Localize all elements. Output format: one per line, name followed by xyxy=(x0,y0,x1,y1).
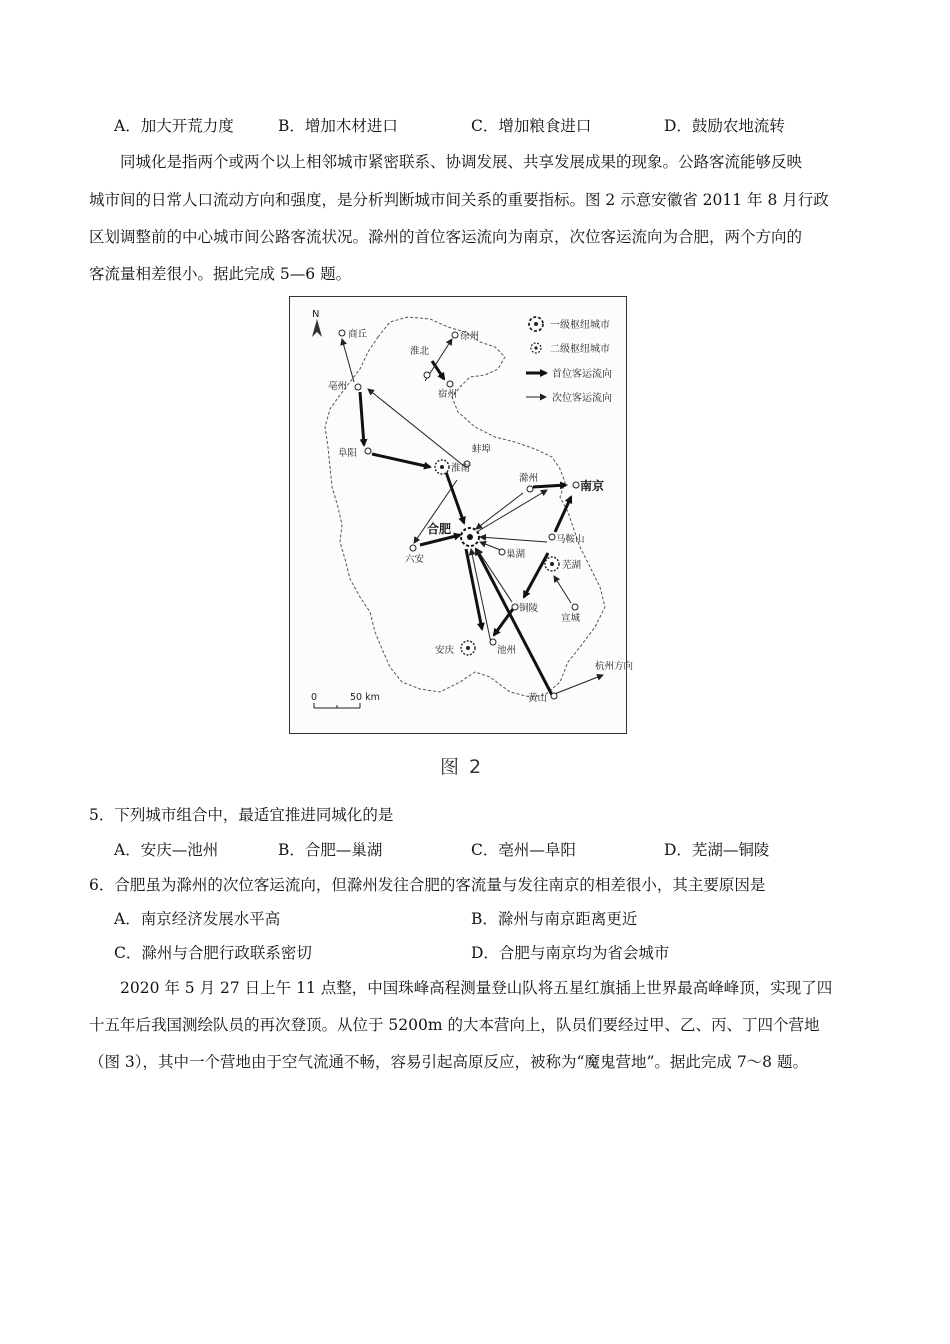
q5-option-a: A．安庆—池州 xyxy=(114,841,219,859)
q6-option-b: B．滁州与南京距离更近 xyxy=(471,910,638,928)
label-anqing: 安庆 xyxy=(435,645,455,656)
q6-option-d: D．合肥与南京均为省会城市 xyxy=(471,944,670,962)
q6-option-a: A．南京经济发展水平高 xyxy=(114,910,281,928)
label-maanshan: 马鞍山 xyxy=(556,534,585,545)
legend-secondary-label: 次位客运流向 xyxy=(552,393,612,404)
q4-option-a: A．加大开荒力度 xyxy=(114,117,234,135)
q5-stem: 5．下列城市组合中，最适宜推进同城化的是 xyxy=(89,806,394,824)
label-fuyang: 阜阳 xyxy=(338,448,358,459)
intro-line-4: 客流量相差很小。据此完成 5—6 题。 xyxy=(89,265,352,283)
label-bozhou: 亳州 xyxy=(328,381,348,392)
label-xuancheng: 宣城 xyxy=(561,613,581,624)
closing-line-3: （图 3），其中一个营地由于空气流通不畅，容易引起高原反应，被称为“魔鬼营地”。据此完成 7～8 题。 xyxy=(89,1053,808,1071)
label-chuzhou: 滁州 xyxy=(519,473,539,484)
label-wuhu: 芜湖 xyxy=(562,560,582,571)
label-hefei: 合肥 xyxy=(427,522,452,536)
label-huaibei: 淮北 xyxy=(410,346,430,357)
closing-line-2: 十五年后我国测绘队员的再次登顶。从位于 5200m 的大本营向上，队员们要经过甲、乙、丙、丁四个营地 xyxy=(89,1016,820,1034)
label-shangqiu: 商丘 xyxy=(348,329,368,340)
q4-option-c: C．增加粮食进口 xyxy=(471,117,592,135)
north-arrow-icon xyxy=(312,319,322,337)
city-markers xyxy=(339,330,579,699)
label-suzhou: 宿州 xyxy=(438,389,458,400)
label-chizhou: 池州 xyxy=(497,645,517,656)
scale-zero-label: 0 xyxy=(311,692,318,703)
closing-line-1: 2020 年 5 月 27 日上午 11 点整，中国珠峰高程测量登山队将五星红旗插上世界最高峰峰顶，实现了四 xyxy=(120,979,833,997)
map-svg xyxy=(290,297,634,735)
label-huainan: 淮南 xyxy=(451,463,471,474)
north-label: N xyxy=(312,309,320,320)
q5-option-c: C．亳州—阜阳 xyxy=(471,841,576,859)
intro-line-1: 同城化是指两个或两个以上相邻城市紧密联系、协调发展、共享发展成果的现象。公路客流能够反映 xyxy=(120,153,803,171)
anhui-passenger-flow-map xyxy=(289,296,634,734)
intro-line-3: 区划调整前的中心城市间公路客流状况。滁州的首位客运流向为南京，次位客运流向为合肥，两个方向的 xyxy=(89,228,803,246)
map-legend xyxy=(526,317,612,404)
legend-level1-label: 一级枢纽城市 xyxy=(550,320,610,331)
q6-stem: 6．合肥虽为滁州的次位客运流向，但滁州发往合肥的客流量与发往南京的相差很小，其主要原因是 xyxy=(89,876,766,894)
q5-option-b: B．合肥—巢湖 xyxy=(278,841,383,859)
label-luan: 六安 xyxy=(405,554,425,565)
legend-primary-label: 首位客运流向 xyxy=(552,369,612,380)
label-xuzhou: 徐州 xyxy=(460,331,480,342)
label-hangzhou-direction: 杭州方向 xyxy=(595,661,634,672)
legend-level2-label: 二级枢纽城市 xyxy=(550,344,610,355)
label-bengbu: 蚌埠 xyxy=(472,444,492,455)
q4-option-d: D．鼓励农地流转 xyxy=(664,117,785,135)
q6-option-c: C．滁州与合肥行政联系密切 xyxy=(114,944,312,962)
label-tongling: 铜陵 xyxy=(519,603,539,614)
label-chaohu: 巢湖 xyxy=(506,549,526,560)
scale-distance-label: 50 km xyxy=(350,692,380,703)
q4-option-b: B．增加木材进口 xyxy=(278,117,398,135)
label-nanjing: 南京 xyxy=(580,479,605,493)
label-huangshan: 黄山 xyxy=(528,693,548,704)
q5-option-d: D．芜湖—铜陵 xyxy=(664,841,770,859)
intro-line-2: 城市间的日常人口流动方向和强度，是分析判断城市间关系的重要指标。图 2 示意安徽省 2011 年 8 月行政 xyxy=(89,191,829,209)
figure-caption: 图 2 xyxy=(440,756,484,778)
scale-bar xyxy=(311,692,380,708)
